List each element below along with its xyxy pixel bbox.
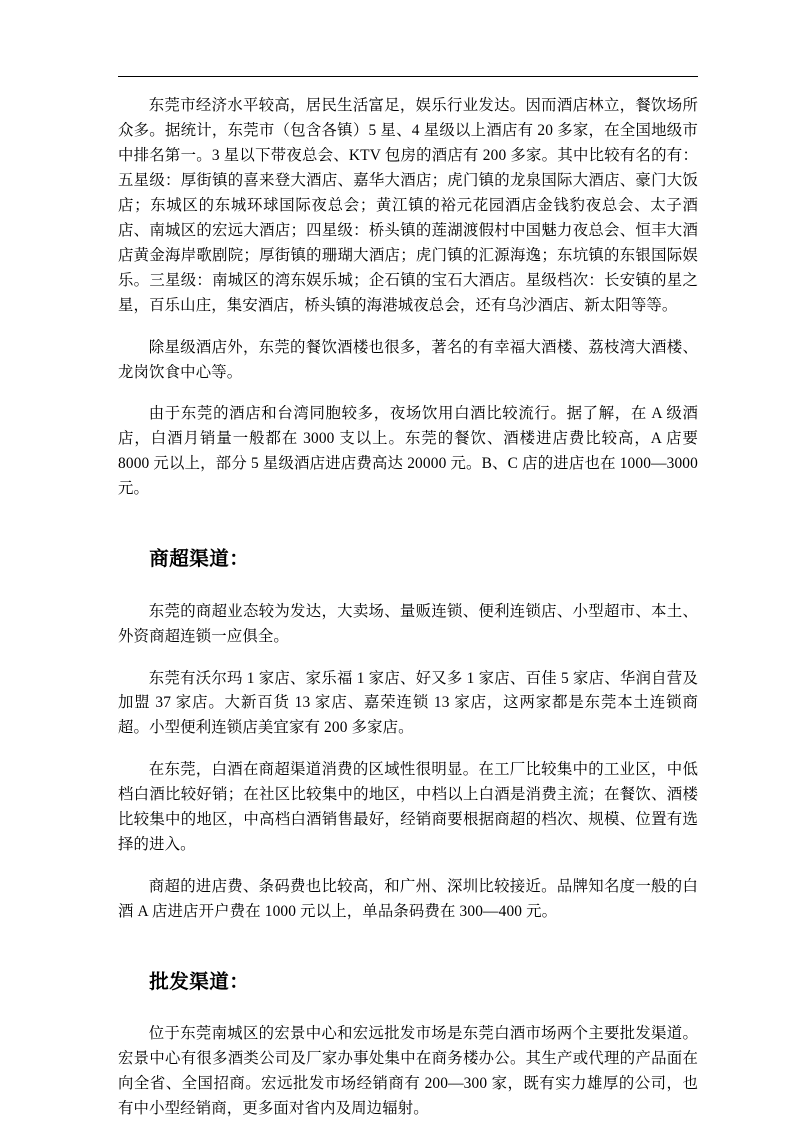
document-body (118, 94, 698, 1122)
header-divider (118, 76, 698, 77)
paragraph: 商超的进店费、条码费也比较高，和广州、深圳比较接近。品牌知名度一般的白酒 A 店进店开户费在 1000 元以上，单品条码费在 300—400 元。 (118, 878, 698, 921)
heading-spacer (118, 574, 698, 600)
section-spacer (118, 502, 698, 546)
paragraph-spacer (118, 650, 698, 667)
paragraph: 除星级酒店外，东莞的餐饮酒楼也很多，著名的有幸福大酒楼、荔枝湾大酒楼、龙岗饮食中心等。 (118, 338, 698, 381)
paragraph-spacer (118, 741, 698, 758)
paragraph: 东莞有沃尔玛 1 家店、家乐福 1 家店、好又多 1 家店、百佳 5 家店、华润自营及加盟 37 家店。大新百货 13 家店、嘉荣连锁 13 家店，这两家都是东莞本土连锁商超。小型便利连锁店美宜家有 200 多家店。 (118, 669, 698, 737)
paragraph: 由于东莞的酒店和台湾同胞较多，夜场饮用白酒比较流行。据了解，在 A 级酒店，白酒月销量一般都在 3000 支以上。东莞的餐饮、酒楼进店费比较高，A 店要 8000 元以上，部分 5 星级酒店进店费高达 20000 元。B、C 店的进店也在 1000—3000 元。 (118, 405, 698, 498)
paragraph: 在东莞，白酒在商超渠道消费的区域性很明显。在工厂比较集中的工业区，中低档白酒比较好销；在社区比较集中的地区，中档以上白酒是消费主流；在餐饮、酒楼比较集中的地区，中高档白酒销售最好，经销商要根据商超的档次、规模、位置有选择的进入。 (118, 761, 698, 854)
paragraph: 东莞的商超业态较为发达，大卖场、量贩连锁、便利连锁店、小型超市、本土、外资商超连锁一应俱全。 (118, 602, 698, 645)
paragraph: 东莞市经济水平较高，居民生活富足，娱乐行业发达。因而酒店林立，餐饮场所众多。据统计，东莞市（包含各镇）5 星、4 星级以上酒店有 20 多家，在全国地级市中排名第一。3 星以下带夜总会、KTV 包房的酒店有 200 多家。其中比较有名的有：五星级：厚街镇的喜来登大酒店、嘉华大酒店；虎门镇的龙泉国际大酒店、豪门大饭店；东城区的东城环球国际夜总会；黄江镇的裕元花园酒店金钱豹夜总会、太子酒店、南城区的宏远大酒店；四星级：桥头镇的莲湖渡假村中国魅力夜总会、恒丰大酒店黄金海岸歌剧院；厚街镇的珊瑚大酒店；虎门镇的汇源海逸；东坑镇的东银国际娱乐。三星级：南城区的湾东娱乐城；企石镇的宝石大酒店。星级档次：长安镇的星之星，百乐山庄，集安酒店，桥头镇的海港城夜总会，还有乌沙酒店、新太阳等等。 (118, 97, 698, 314)
paragraph-spacer (118, 858, 698, 875)
paragraph-spacer (118, 385, 698, 402)
section-heading-pifa: 批发渠道： (149, 972, 250, 994)
section-spacer (118, 925, 698, 969)
paragraph: 位于东莞南城区的宏景中心和宏远批发市场是东莞白酒市场两个主要批发渠道。宏景中心有很多酒类公司及厂家办事处集中在商务楼办公。其生产或代理的产品面在向全省、全国招商。宏远批发市场经销商有 200—300 家，既有实力雄厚的公司，也有中小型经销商，更多面对省内及周边辐射。 (118, 1025, 698, 1118)
section-heading-shangchao: 商超渠道： (149, 549, 250, 571)
heading-spacer (118, 996, 698, 1022)
paragraph-spacer (118, 319, 698, 336)
